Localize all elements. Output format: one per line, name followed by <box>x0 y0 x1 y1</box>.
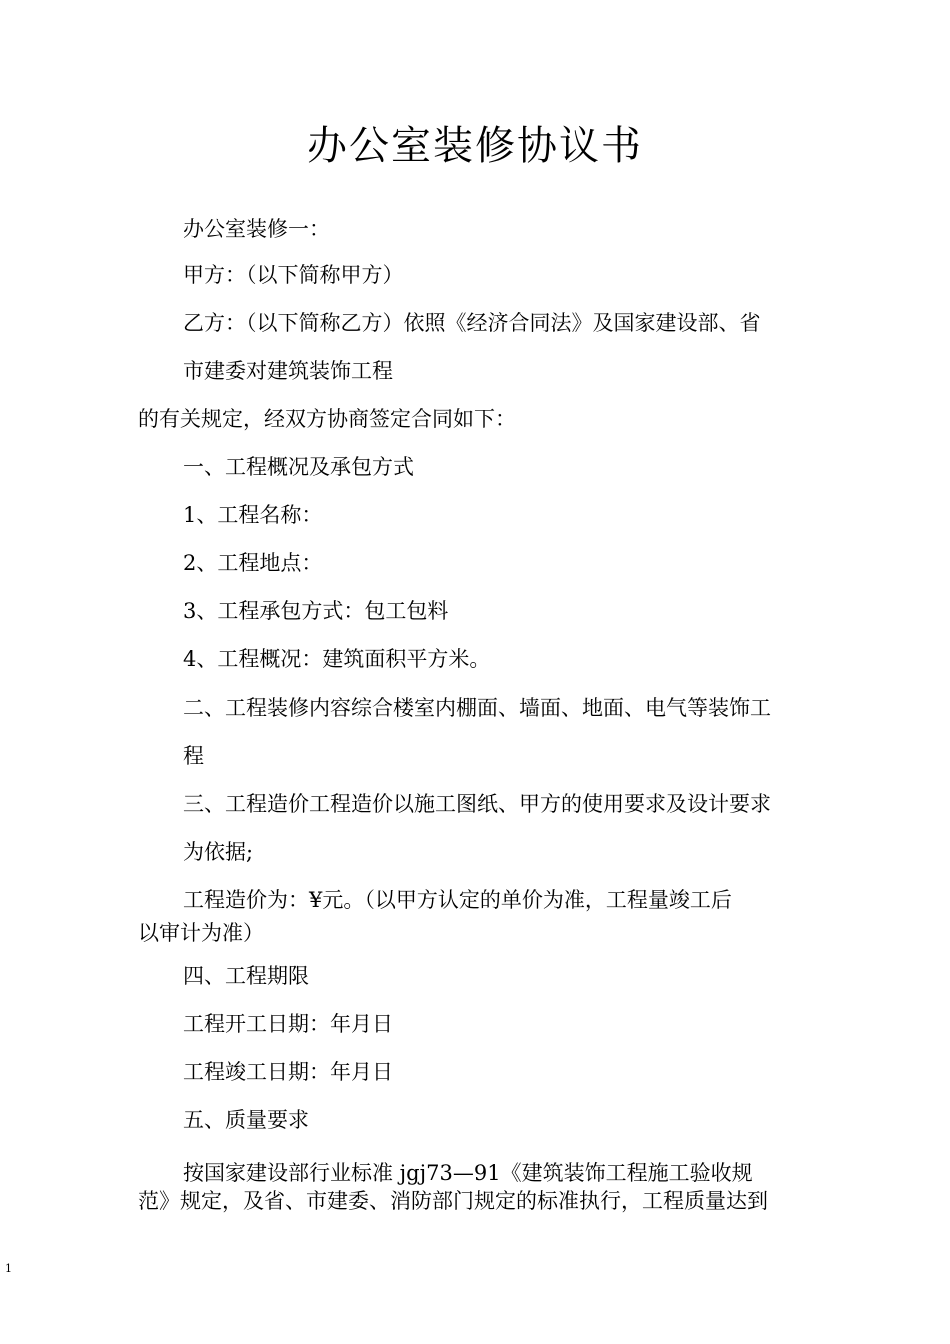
section-heading: 一、工程概况及承包方式 <box>183 455 414 479</box>
paragraph-line: 以审计为准） <box>138 921 264 945</box>
paragraph-line: 乙方：（以下简称乙方）依照《经济合同法》及国家建设部、省 <box>183 311 761 335</box>
section-heading: 四、工程期限 <box>183 964 309 988</box>
paragraph-line: 办公室装修一： <box>183 217 330 241</box>
paragraph-line: 按国家建设部行业标准 jgj73—91《建筑装饰工程施工验收规 <box>183 1161 753 1185</box>
paragraph-line: 工程开工日期：年月日 <box>183 1012 393 1036</box>
paragraph-line: 程 <box>183 744 204 768</box>
document-title: 办公室装修协议书 <box>307 123 643 169</box>
section-heading: 三、工程造价工程造价以施工图纸、甲方的使用要求及设计要求 <box>183 792 771 816</box>
paragraph-line: 4、工程概况：建筑面积平方米。 <box>183 647 491 671</box>
paragraph-line: 市建委对建筑装饰工程 <box>183 359 393 383</box>
paragraph-line: 甲方：（以下简称甲方） <box>183 263 404 287</box>
page-number: 1 <box>5 1262 12 1275</box>
paragraph-line: 工程竣工日期：年月日 <box>183 1060 393 1084</box>
section-heading: 五、质量要求 <box>183 1108 309 1132</box>
paragraph-line: 2、工程地点： <box>183 551 323 575</box>
section-heading: 二、工程装修内容综合楼室内棚面、墙面、地面、电气等装饰工 <box>183 696 771 720</box>
paragraph-line: 的有关规定，经双方协商签定合同如下： <box>138 407 516 431</box>
paragraph-line: 3、工程承包方式：包工包料 <box>183 599 449 623</box>
paragraph-line: 范》规定，及省、市建委、消防部门规定的标准执行，工程质量达到 <box>138 1189 768 1213</box>
paragraph-line: 工程造价为：¥元。（以甲方认定的单价为准，工程量竣工后 <box>183 888 732 912</box>
paragraph-line: 1、工程名称： <box>183 503 323 527</box>
paragraph-line: 为依据; <box>183 840 254 864</box>
